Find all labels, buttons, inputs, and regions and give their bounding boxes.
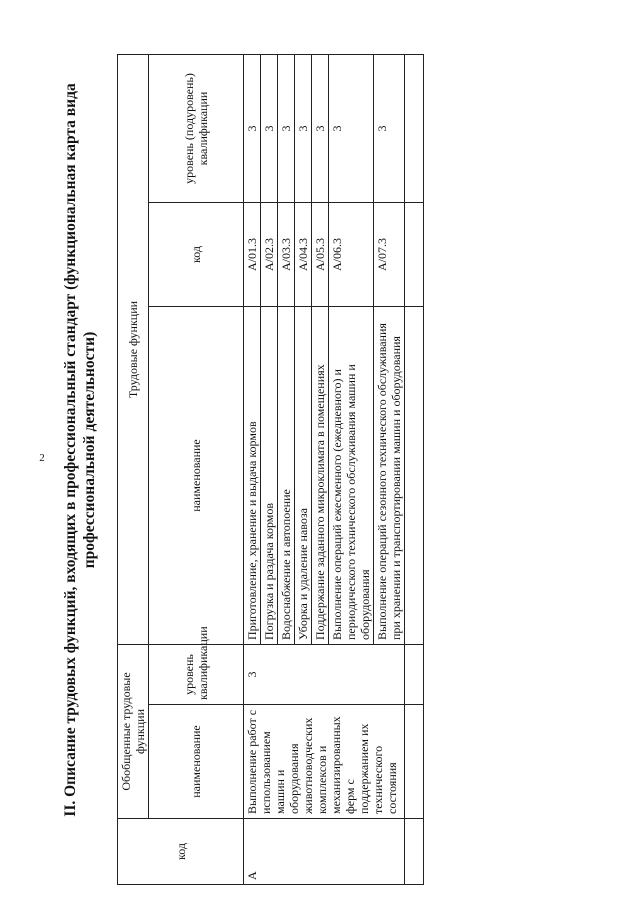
function-code-cell: A/03.3 <box>278 203 295 307</box>
function-level-cell: 3 <box>244 55 261 203</box>
function-name-cell: Погрузка и раздача кормов <box>261 307 278 645</box>
table-row-empty <box>405 55 424 885</box>
function-name-cell: Водоснабжение и автопоение <box>278 307 295 645</box>
function-level-cell: 3 <box>295 55 312 203</box>
generalized-name-cell: Выполнение работ с использованием машин и оборудования животноводческих комплексов и механизированных ферм с поддержанием их технического состояния <box>244 705 405 819</box>
section-heading-line-1: II. Описание трудовых функций, входящих в профессиональный стандарт (функциональная карта вида <box>62 83 79 817</box>
function-name-cell: Выполнение операций сезонного технического обслуживания при хранении и транспортировании машин и оборудования <box>374 307 405 645</box>
function-name-cell: Уборка и удаление навоза <box>295 307 312 645</box>
generalized-code-cell: А <box>244 819 405 885</box>
function-level-cell: 3 <box>374 55 405 203</box>
function-level-cell: 3 <box>261 55 278 203</box>
function-level-cell: 3 <box>278 55 295 203</box>
function-code-cell: A/06.3 <box>329 203 374 307</box>
page-number: 2 <box>39 452 45 464</box>
header-generalized-level: уровень квалификации <box>149 645 244 705</box>
table-row <box>244 55 261 885</box>
functional-map-table <box>117 54 424 885</box>
header-labor-group: Трудовые функции <box>118 55 149 645</box>
rotated-page-content <box>55 0 640 905</box>
section-heading <box>61 15 99 885</box>
function-code-cell: A/07.3 <box>374 203 405 307</box>
function-code-cell: A/01.3 <box>244 203 261 307</box>
header-generalized-name: наименование <box>149 705 244 819</box>
function-name-cell: Поддержание заданного микроклимата в помещениях <box>312 307 329 645</box>
function-name-cell: Выполнение операций ежесменного (ежедневного) и периодического технического обслуживания машин и оборудования <box>329 307 374 645</box>
header-function-name: наименование <box>149 307 244 645</box>
section-heading-line-2: профессиональной деятельности) <box>81 331 98 569</box>
function-code-cell: A/05.3 <box>312 203 329 307</box>
function-level-cell: 3 <box>312 55 329 203</box>
generalized-level-cell: 3 <box>244 645 405 705</box>
function-code-cell: A/04.3 <box>295 203 312 307</box>
header-function-sublevel: уровень (подуровень) квалификации <box>149 55 244 203</box>
function-name-cell: Приготовление, хранение и выдача кормов <box>244 307 261 645</box>
function-code-cell: A/02.3 <box>261 203 278 307</box>
header-generalized-code: код <box>118 819 244 885</box>
function-level-cell: 3 <box>329 55 374 203</box>
header-generalized-group: Обобщенные трудовые функции <box>118 645 149 819</box>
header-function-code: код <box>149 203 244 307</box>
